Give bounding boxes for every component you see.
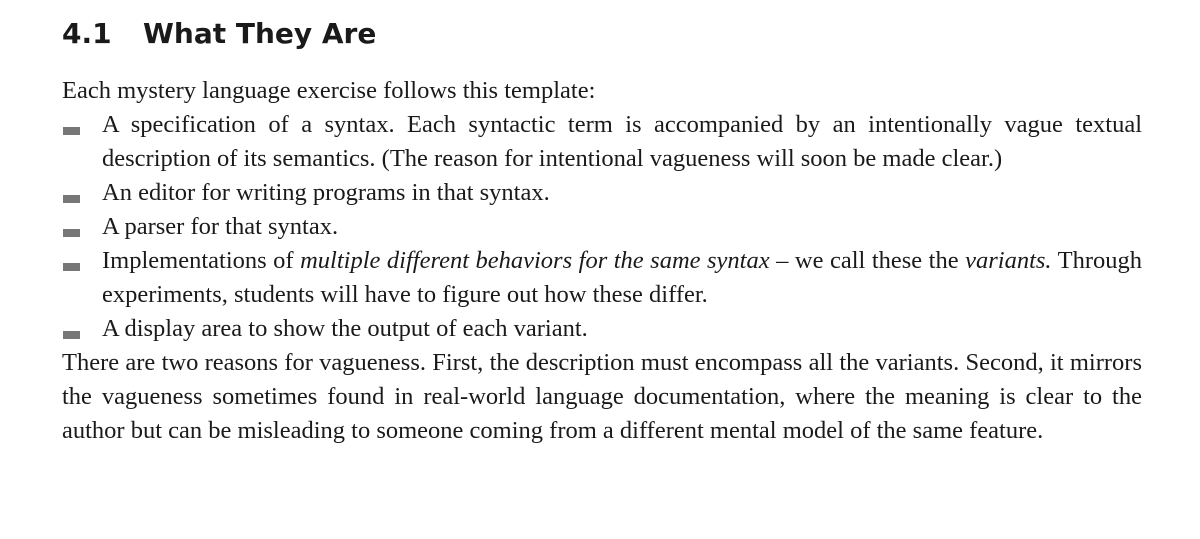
list-item xyxy=(62,312,1142,346)
section-heading xyxy=(62,14,1142,54)
document-page xyxy=(62,14,1142,448)
square-bullet-icon xyxy=(63,229,80,237)
list-item-text: An editor for writing programs in that syntax. xyxy=(102,179,550,206)
section-title: What They Are xyxy=(143,17,377,50)
list-item-text: A parser for that syntax. xyxy=(102,213,339,240)
square-bullet-icon xyxy=(63,331,80,339)
list-item xyxy=(62,176,1142,210)
square-bullet-icon xyxy=(63,195,80,203)
emphasized-phrase: multiple different behaviors for the same syntax xyxy=(300,247,770,274)
template-list xyxy=(62,108,1142,346)
list-item-text-middle: – we call these the xyxy=(769,247,966,274)
square-bullet-icon xyxy=(63,263,80,271)
square-bullet-icon xyxy=(63,127,80,135)
list-item xyxy=(62,108,1142,176)
intro-paragraph: Each mystery language exercise follows this template: xyxy=(62,77,596,104)
list-item xyxy=(62,210,1142,244)
list-item-text-prefix: Implementations of xyxy=(102,247,301,274)
emphasized-term: variants. xyxy=(965,247,1052,274)
conclusion-paragraph: There are two reasons for vagueness. First, the description must encompass all the variants. Second, it mirrors the vagueness sometimes found in real-world language documentation, where the meaning is clear to the author but can be misleading to someone coming from a different mental model of the same feature. xyxy=(62,349,1142,444)
list-item-text-suffix: Through experiments, students will have to figure out how these differ. xyxy=(102,247,1143,308)
list-item-text: A specification of a syntax. Each syntactic term is accompanied by an intentionally vague textual description of its semantics. (The reason for intentional vagueness will soon be made clear.) xyxy=(102,111,1142,172)
section-body xyxy=(62,74,1142,448)
list-item xyxy=(62,244,1142,312)
list-item-text: A display area to show the output of each variant. xyxy=(102,315,588,342)
section-number: 4.1 xyxy=(62,17,112,50)
